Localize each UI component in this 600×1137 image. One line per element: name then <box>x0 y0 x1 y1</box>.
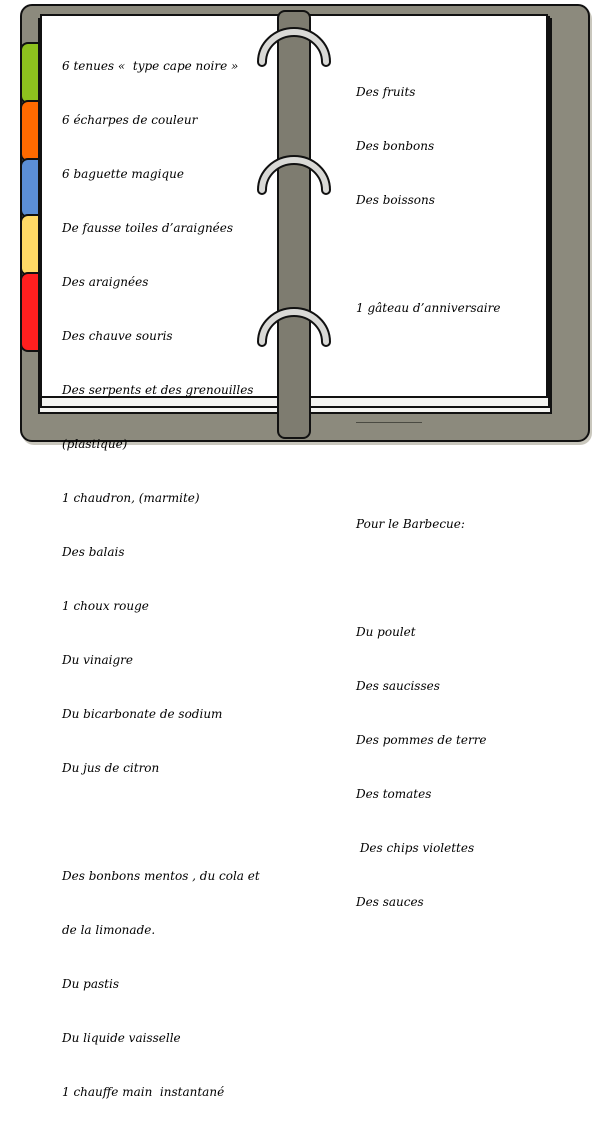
list-item: 1 gâteau d’anniversaire <box>356 301 501 315</box>
list-item: 1 chauffe main instantané <box>62 1085 225 1099</box>
list-item: Des pommes de terre <box>356 733 487 747</box>
left-page-list <box>62 21 260 1137</box>
binder-spine <box>277 10 311 439</box>
list-item: Du liquide vaisselle <box>62 1031 181 1045</box>
list-item: ___________ <box>356 409 422 423</box>
list-item <box>356 569 500 587</box>
list-item: Du poulet <box>356 625 416 639</box>
list-item: Des balais <box>62 545 125 559</box>
list-item: 1 chaudron, (marmite) <box>62 491 200 505</box>
list-item: Du jus de citron <box>62 761 160 775</box>
list-item: Des chips violettes <box>356 841 475 855</box>
list-item: 1 choux rouge <box>62 599 149 613</box>
list-item: Des fruits <box>356 85 416 99</box>
list-item: 6 écharpes de couleur <box>62 113 198 127</box>
list-item: Des bonbons <box>356 139 435 153</box>
list-item: Des serpents et des grenouilles <box>62 383 254 397</box>
list-item: Des chauve souris <box>62 329 173 343</box>
list-item: Des sauces <box>356 895 424 909</box>
list-item: De fausse toiles d’araignées <box>62 221 234 235</box>
list-item: 6 tenues « type cape noire » <box>62 59 239 73</box>
list-item <box>356 245 500 263</box>
list-item: 6 baguette magique <box>62 167 184 181</box>
list-item: Du pastis <box>62 977 119 991</box>
list-item <box>356 353 500 371</box>
list-item: Du bicarbonate de sodium <box>62 707 223 721</box>
list-item: Des bonbons mentos , du cola et <box>62 869 260 883</box>
list-item <box>62 813 260 831</box>
list-item <box>356 461 500 479</box>
list-item: Du vinaigre <box>62 653 134 667</box>
list-item: Des boissons <box>356 193 435 207</box>
list-item: Pour le Barbecue: <box>356 517 465 531</box>
right-page-list <box>356 47 500 947</box>
list-item: Des araignées <box>62 275 149 289</box>
list-item: Des saucisses <box>356 679 440 693</box>
list-item: Des tomates <box>356 787 432 801</box>
list-item: de la limonade. <box>62 923 156 937</box>
list-item: (plastique) <box>62 437 128 451</box>
